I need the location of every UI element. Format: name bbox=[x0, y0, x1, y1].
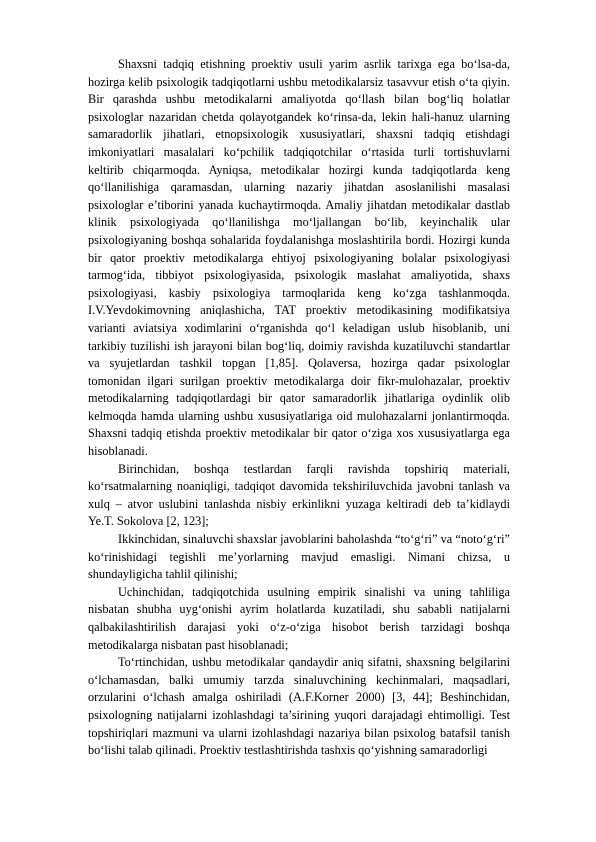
paragraph-second-point: Ikkinchidan, sinaluvchi shaxslar javoblarini baholashda “to‘g‘ri” va “noto‘g‘ri” ko‘rinishidagi tegishli me’yorlarning mavjud emasligi. Nimani chizsa, u shundayligicha tahlil qilinishi; bbox=[88, 532, 510, 582]
paragraph-intro: Shaxsni tadqiq etishning proektiv usuli yarim asrlik tarixga ega bo‘lsa-da, hozirga kelib psixologik tadqiqotlarni ushbu metodikalarsiz tasavvur etish o‘ta qiyin. Bir qarashda ushbu metodikalarni amaliyotda qo‘llash bilan bog‘liq holatlar psixologlar nazaridan chetda qolayotgandek ko‘rinsa-da, lekin hali-hanuz ularning samaradorlik jihatlari, etnopsixologik xususiyatlari, shaxsni tadqiq etishdagi imkoniyatlari masalalari ko‘pchilik tadqiqotchilar o‘rtasida turli tortishuvlarni keltirib chiqarmoqda. Ayniqsa, metodikalar hozirgi kunda tadqiqotlarda keng qo‘llanilishiga qaramasdan, ularning nazariy jihatdan asoslanilishi masalasi psixologlar e’tiborini yanada kuchaytirmoqda. Amaliy jihatdan metodikalar dastlab klinik psixologiyada qo‘llanilishga mo‘ljallangan bo‘lib, keyinchalik ular psixologiyaning boshqa sohalarida foydalanishga moslashtirila bordi. Hozirgi kunda bir qator proektiv metodikalarga ehtiyoj psixologiyaning bolalar psixologiyasi tarmog‘ida, tibbiyot psixologiyasida, psixologik maslahat amaliyotida, shaxs psixologiyasi, kasbiy psixologiya tarmoqlarida keng ko‘zga tashlanmoqda. I.V.Yevdokimovning aniqlashicha, TAT proektiv metodikasining modifikatsiya varianti aviatsiya xodimlarini o‘rganishda qo‘l keladigan uslub hisoblanib, uni tarkibiy tuzilishi ish jarayoni bilan bog‘liq, doimiy ravishda kuzatiluvchi standartlar va syujetlardan tashkil topgan [1,85]. Qolaversa, hozirga qadar psixologlar tomonidan ilgari surilgan proektiv metodikalarga doir fikr-mulohazalar, proektiv metodikalarning tadqiqotlardagi bir qator samaradorlik jihatlariga oydinlik olib kelmoqda hamda ularning ushbu xususiyatlariga oid mulohazalarni jonlantirmoqda. Shaxsni tadqiq etishda proektiv metodikalar bir qator o‘ziga xos xususiyatlarga ega hisoblanadi. bbox=[88, 57, 510, 459]
paragraph-third-point: Uchinchidan, tadqiqotchida usulning empirik sinalishi va uning tahliliga nisbatan shubha uyg‘onishi ayrim holatlarda kuzatiladi, shu sababli natijalarni qalbakilashtirilish darajasi yoki o‘z-o‘ziga hisobot berish tarzidagi boshqa metodikalarga nisbatan past hisoblanadi; bbox=[88, 584, 510, 652]
paragraph-fourth-point: To‘rtinchidan, ushbu metodikalar qandaydir aniq sifatni, shaxsning belgilarini o‘lchamasdan, balki umumiy tarzda sinaluvchining kechinmalari, maqsadlari, orzularini o‘lchash amalga oshiriladi (A.F.Korner 2000) [3, 44]; Beshinchidan, psixologning natijalarni izohlashdagi ta’sirining yuqori darajadagi ehtimolligi. Test topshiriqlari mazmuni va ularni izohlashdagi nazariya bilan psixolog batafsil tanish bo‘lishi talab qilinadi. Proektiv testlashtirishda tashxis qo‘yishning samaradorligi bbox=[88, 655, 510, 758]
paragraph-first-point: Birinchidan, boshqa testlardan farqli ravishda topshiriq materiali, ko‘rsatmalarning noaniqligi, tadqiqot davomida tekshiriluvchida javobni tanlash va xulq – atvor uslubini tanlashda nisbiy erkinlikni yuzaga keltiradi deb ta’kidlaydi Ye.T. Sokolova [2, 123]; bbox=[88, 461, 510, 529]
document-page bbox=[88, 56, 510, 760]
